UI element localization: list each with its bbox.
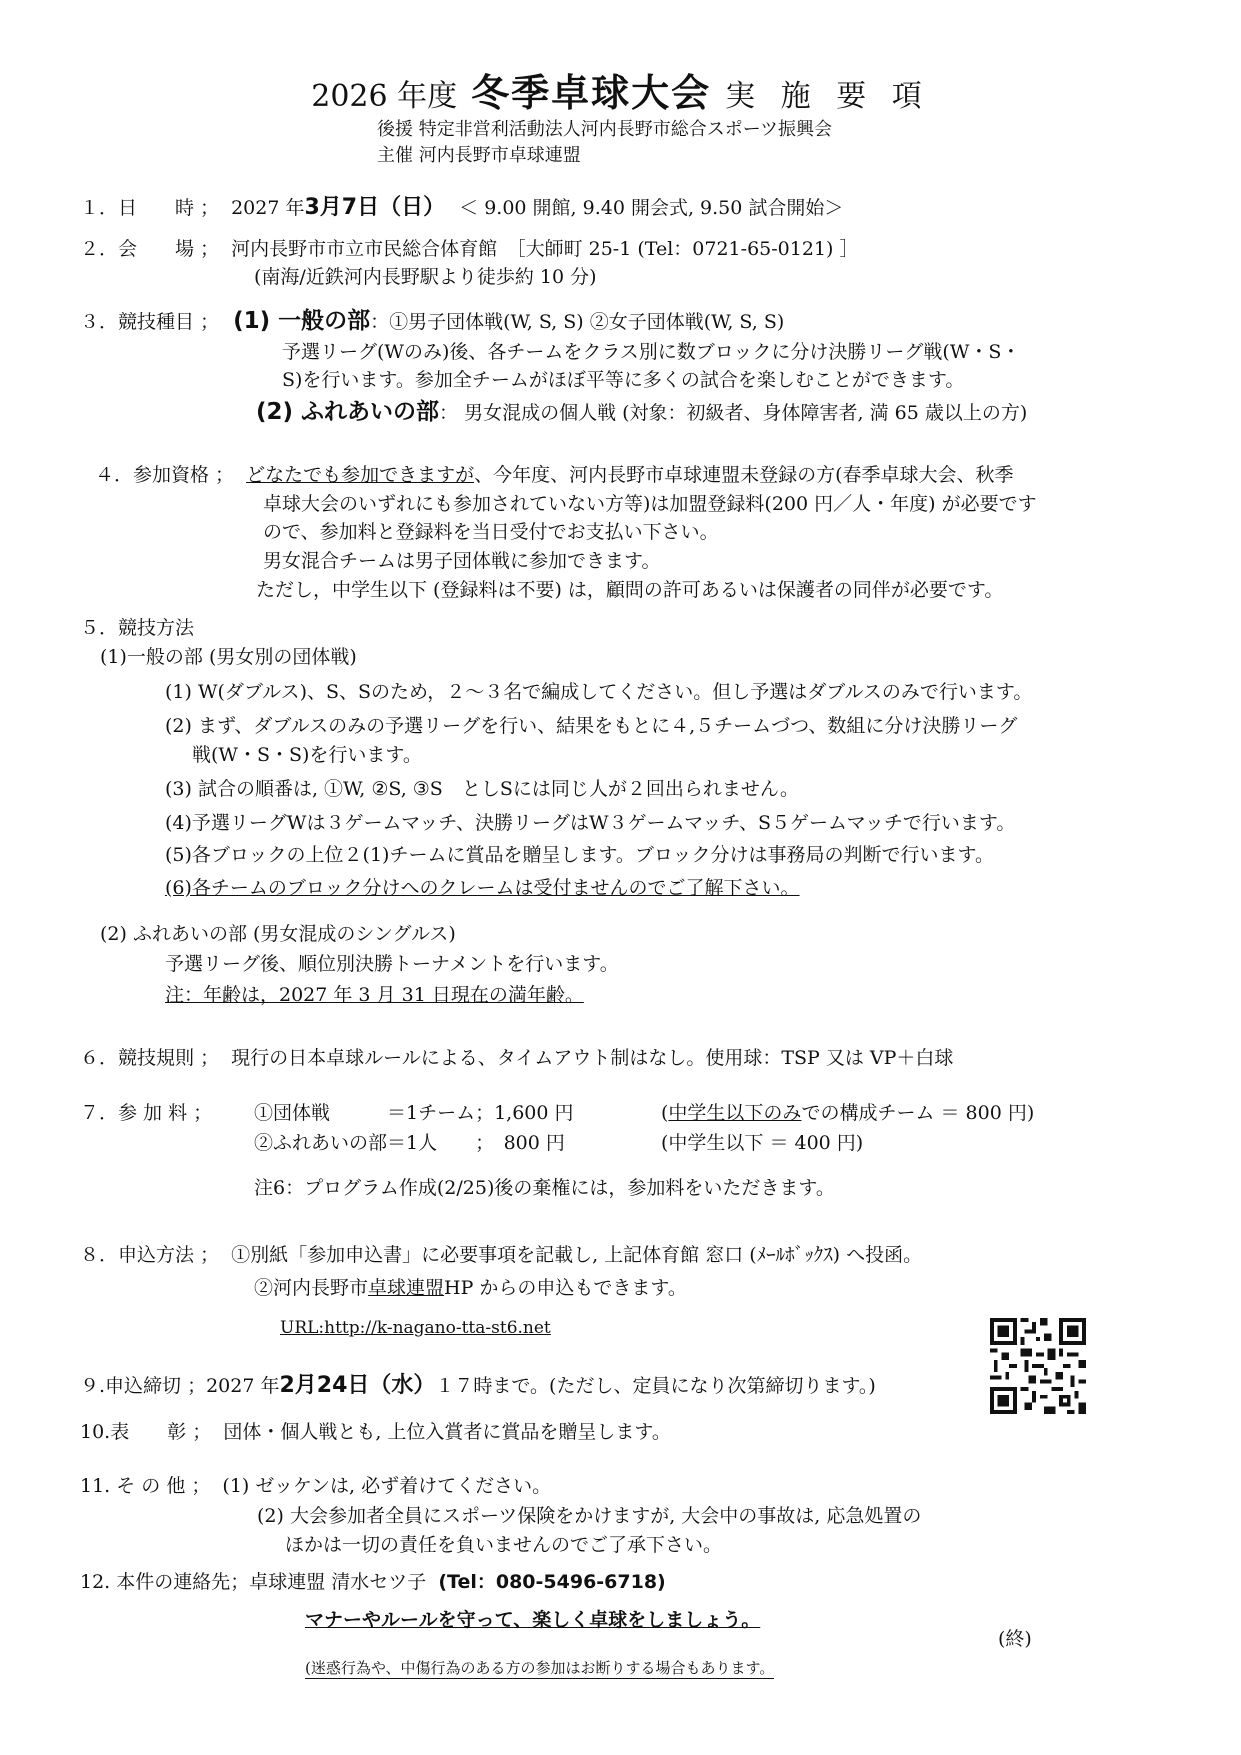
- s3-general-events: ：①男子団体戦(W, S, S) ②女子団体戦(W, S, S): [370, 311, 785, 333]
- s2-access: (南海/近鉄河内長野駅より徒歩約 10 分): [254, 266, 597, 288]
- section-1: [80, 196, 843, 220]
- s2-venue: 河内長野市市立市民総合体育館 ［大師町 25-1 (Tel：0721-65-0121) ］: [231, 238, 859, 260]
- host-line: 主催 河内長野市卓球連盟: [377, 145, 581, 166]
- s3-fureai-desc: ： 男女混成の個人戦 (対象：初級者、身体障害者, 満 65 歳以上の方): [439, 402, 1028, 424]
- section-3: [80, 309, 784, 334]
- s3-general-desc-1: 予選リーグ(Wのみ)後、各チームをクラス別に数ブロックに分け決勝リーグ戦(W・S・: [282, 341, 1021, 363]
- s9-rest: １７時まで。(ただし、定員になり次第締切ります。): [435, 1375, 876, 1397]
- s8-federation: 卓球連盟: [368, 1277, 445, 1299]
- s8-line1: ①別紙「参加申込書」に必要事項を記載し, 上記体育館 窓口 (ﾒｰﾙﾎﾞｯｸｽ) へ投函。: [231, 1244, 923, 1266]
- s8-url[interactable]: URL:http://k-nagano-tta-st6.net: [280, 1318, 551, 1338]
- s5-item-5: (5)各ブロックの上位２(1)チームに賞品を贈呈します。ブロック分けは事務局の判断で行います。: [165, 844, 995, 866]
- s5-label: ５．競技方法: [80, 617, 195, 639]
- section-4: [95, 463, 1014, 487]
- s5-fureai-1: 予選リーグ後、順位別決勝トーナメントを行います。: [165, 953, 619, 975]
- s3-general-desc-2: S)を行います。参加全チームがほぼ平等に多くの試合を楽しむことができます。: [282, 369, 965, 391]
- qr-code: [990, 1318, 1086, 1414]
- s6-text: 現行の日本卓球ルールによる、タイムアウト制はなし。使用球：TSP 又は VP＋白球: [231, 1047, 954, 1069]
- s7-junior-only: 中学生以下のみ: [668, 1102, 802, 1124]
- s7-fureai-fee: ②ふれあいの部＝1人 ； 800 円: [254, 1132, 565, 1154]
- s7-paren: (: [661, 1102, 669, 1124]
- s3-fureai: [256, 400, 1027, 425]
- s5-item-3: (3) 試合の順番は, ①W, ②S, ③S としSには同じ人が２回出られません。: [165, 778, 799, 800]
- s3-label: ３．競技種目 ；: [80, 311, 220, 333]
- section-10: [80, 1420, 671, 1444]
- s4-anyone: どなたでも参加できますが: [246, 464, 475, 486]
- s5-item-6: (6)各チームのブロック分けへのクレームは受付ませんのでご了解下さい。: [165, 877, 800, 899]
- s1-date: 3月7日（日）: [304, 195, 446, 220]
- s8-line2-post: HP からの申込もできます。: [444, 1277, 687, 1299]
- s5-item-1: (1) W(ダブルス)、S、Sのため，２～３名で編成してください。但し予選はダブルスのみで行います。: [165, 681, 1033, 703]
- support-line: 後援 特定非営利活動法人河内長野市総合スポーツ振興会: [377, 119, 832, 140]
- s5-item-4: (4)予選リーグWは３ゲームマッチ、決勝リーグはW３ゲームマッチ、S５ゲームマッチで行います。: [165, 812, 1016, 834]
- s12-tel: (Tel：080-5496-6718): [438, 1571, 666, 1593]
- s1-label: １．日 時 ；: [80, 197, 220, 219]
- section-8: [80, 1243, 922, 1267]
- s8-line2-pre: ②河内長野市: [254, 1277, 369, 1299]
- s5-sub2: (2) ふれあいの部 (男女混成のシングルス): [100, 923, 456, 945]
- section-9: [80, 1374, 876, 1398]
- section-11: [80, 1474, 551, 1498]
- s12-label: 12. 本件の連絡先；卓球連盟 清水セツ子: [80, 1571, 427, 1593]
- title-main: 冬季卓球大会: [471, 71, 712, 115]
- s4-line3: ので、参加料と登録料を当日受付でお支払い下さい。: [263, 521, 719, 543]
- s9-deadline: 2月24日（水）: [279, 1373, 436, 1398]
- s11-line1: (1) ゼッケンは, 必ず着けてください。: [222, 1475, 552, 1497]
- page-title: [0, 62, 1241, 117]
- s5-item-2b: 戦(W・S・S)を行います。: [192, 744, 422, 766]
- s6-label: ６．競技規則 ；: [80, 1047, 220, 1069]
- s8-label: ８．申込方法 ；: [80, 1244, 220, 1266]
- footer-end: (終): [998, 1628, 1032, 1650]
- s9-label: ９.申込締切 ；2027 年: [80, 1375, 280, 1397]
- s10-text: 団体・個人戦とも, 上位入賞者に賞品を贈呈します。: [223, 1421, 671, 1443]
- s1-date-prefix: 2027 年: [231, 197, 305, 219]
- s7-team-junior: [661, 1101, 1034, 1125]
- footer-slogan: マナーやルールを守って、楽しく卓球をしましょう。: [305, 1609, 761, 1631]
- s5-item-2a: (2) まず、ダブルスのみの予選リーグを行い、結果をもとに４,５チームづつ、数組に分け決勝リーグ: [165, 715, 1018, 737]
- section-6: [80, 1046, 953, 1070]
- s7-label: ７．参 加 料 ；: [80, 1102, 213, 1124]
- footer-note: (迷惑行為や、中傷行為のある方の参加はお断りする場合もあります。: [305, 1659, 775, 1677]
- s3-general-head: (1) 一般の部: [233, 308, 371, 334]
- section-12: [80, 1570, 666, 1594]
- s3-fureai-head: (2) ふれあいの部: [256, 399, 440, 425]
- title-year: 2026 年度: [311, 79, 458, 114]
- s4-line4: 男女混合チームは男子団体戦に参加できます。: [263, 550, 661, 572]
- s4-line5: ただし，中学生以下 (登録料は不要) は，顧問の許可あるいは保護者の同伴が必要です。: [256, 579, 1004, 601]
- s7-team-junior-fee: での構成チーム ＝ 800 円): [801, 1102, 1035, 1124]
- s1-times: ＜ 9.00 開館, 9.40 開会式, 9.50 試合開始＞: [459, 197, 844, 219]
- section-2: [80, 237, 858, 261]
- s5-sub1: (1)一般の部 (男女別の団体戦): [100, 646, 357, 668]
- s5-fureai-note: 注：年齢は，2027 年 3 月 31 日現在の満年齢。: [165, 984, 584, 1006]
- s4-line1: 、今年度、河内長野市卓球連盟未登録の方(春季卓球大会、秋季: [474, 464, 1014, 486]
- s7-fureai-junior: (中学生以下 ＝ 400 円): [661, 1132, 864, 1154]
- s8-line2: [254, 1276, 687, 1300]
- s4-line2: 卓球大会のいずれにも参加されていない方等)は加盟登録料(200 円／人・年度) が必要です: [263, 493, 1037, 515]
- s7-team-fee: ①団体戦 ＝1チーム；1,600 円: [254, 1102, 574, 1124]
- s4-label: ４．参加資格 ；: [95, 464, 235, 486]
- s11-line2: (2) 大会参加者全員にスポーツ保険をかけますが, 大会中の事故は, 応急処置の: [257, 1505, 922, 1527]
- s10-label: 10.表 彰 ；: [80, 1421, 212, 1443]
- s2-label: ２．会 場 ；: [80, 238, 220, 260]
- s7-note: 注6：プログラム作成(2/25)後の棄権には，参加料をいただきます。: [254, 1177, 835, 1199]
- s11-label: 11. そ の 他 ；: [80, 1475, 211, 1497]
- s11-line3: ほかは一切の責任を負いませんのでご了承下さい。: [285, 1534, 723, 1556]
- title-sub: 実 施 要 項: [725, 79, 930, 114]
